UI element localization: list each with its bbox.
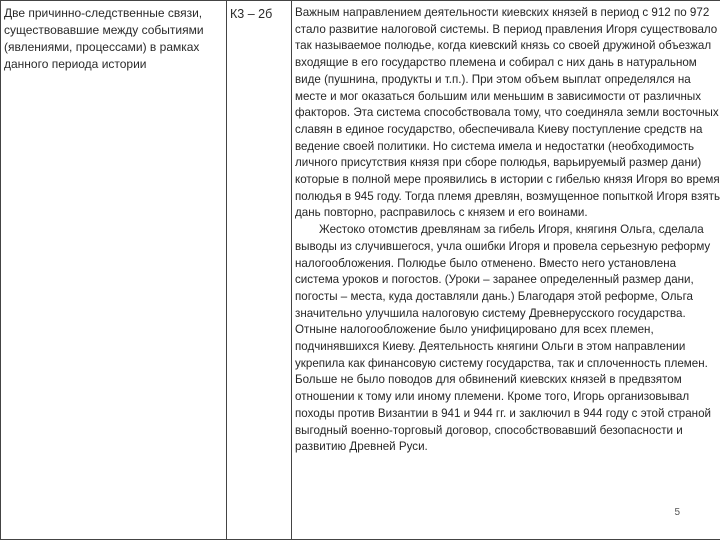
table-row — [1, 1, 720, 540]
criterion-text: Две причинно-следственные связи, существовавшие между событиями (явлениями, процессами) в рамках данного периода истории — [4, 6, 204, 71]
criterion-code: К3 – 2б — [230, 7, 273, 21]
answer-cell — [292, 1, 720, 540]
page-number: 5 — [674, 507, 680, 518]
essay-paragraph-2: Жестоко отомстив древлянам за гибель Игоря, княгиня Ольга, сделала выводы из случившегося, учла ошибки Игоря и провела серьезную реформу налогообложения. Полюдье было отменено. Вместо него установлена система уроков и погостов. (Уроки – заранее определенный размер дани, погосты – места, куда доставляли дань.) Благодаря этой реформе, Ольга значительно улучшила налоговую систему Древнерусского государства. Отныне налогообложение было унифицировано для всех племен, подчинявшихся Киеву. Деятельность княгини Ольги в этом направлении укрепила как финансовую систему государства, так и сплоченность племен. Больше не было поводов для обвинений киевских князей в предвзятом отношении к тому или иному племени. Кроме того, Игорь организовывал походы против Византии в 941 и 944 гг. и заключил в 944 году с этой страной выгодный военно-торговый договор, способствовавший безопасности и развитию Древней Руси. — [295, 223, 712, 454]
answer-essay — [295, 5, 720, 456]
code-cell — [227, 1, 292, 540]
essay-paragraph-1: Важным направлением деятельности киевских князей в период с 912 по 972 стало развитие налоговой системы. В период правления Игоря существовало так называемое полюдье, когда киевский князь со своей дружиной объезжал входящие в его государство племена и собирал с них дань в натуральном виде (пушнина, продукты и т.п.). При этом объем выплат определялся на месте и мог оказаться большим или меньшим в зависимости от различных факторов. Эта система способствовала тому, что соединяла земли восточных славян в единое государство, обеспечивала Киеву поступление средств на ведение своей политики. Но система имела и недостатки (необходимость личного присутствия князя при сборе полюдья, варьируемый размер дани) которые в полной мере проявились в истории с гибелью князя Игоря во время полюдья в 945 году. Тогда племя древлян, возмущенное попыткой Игоря взять дань повторно, расправилось с князем и его воинами. — [295, 6, 720, 220]
criterion-cell — [1, 1, 227, 540]
